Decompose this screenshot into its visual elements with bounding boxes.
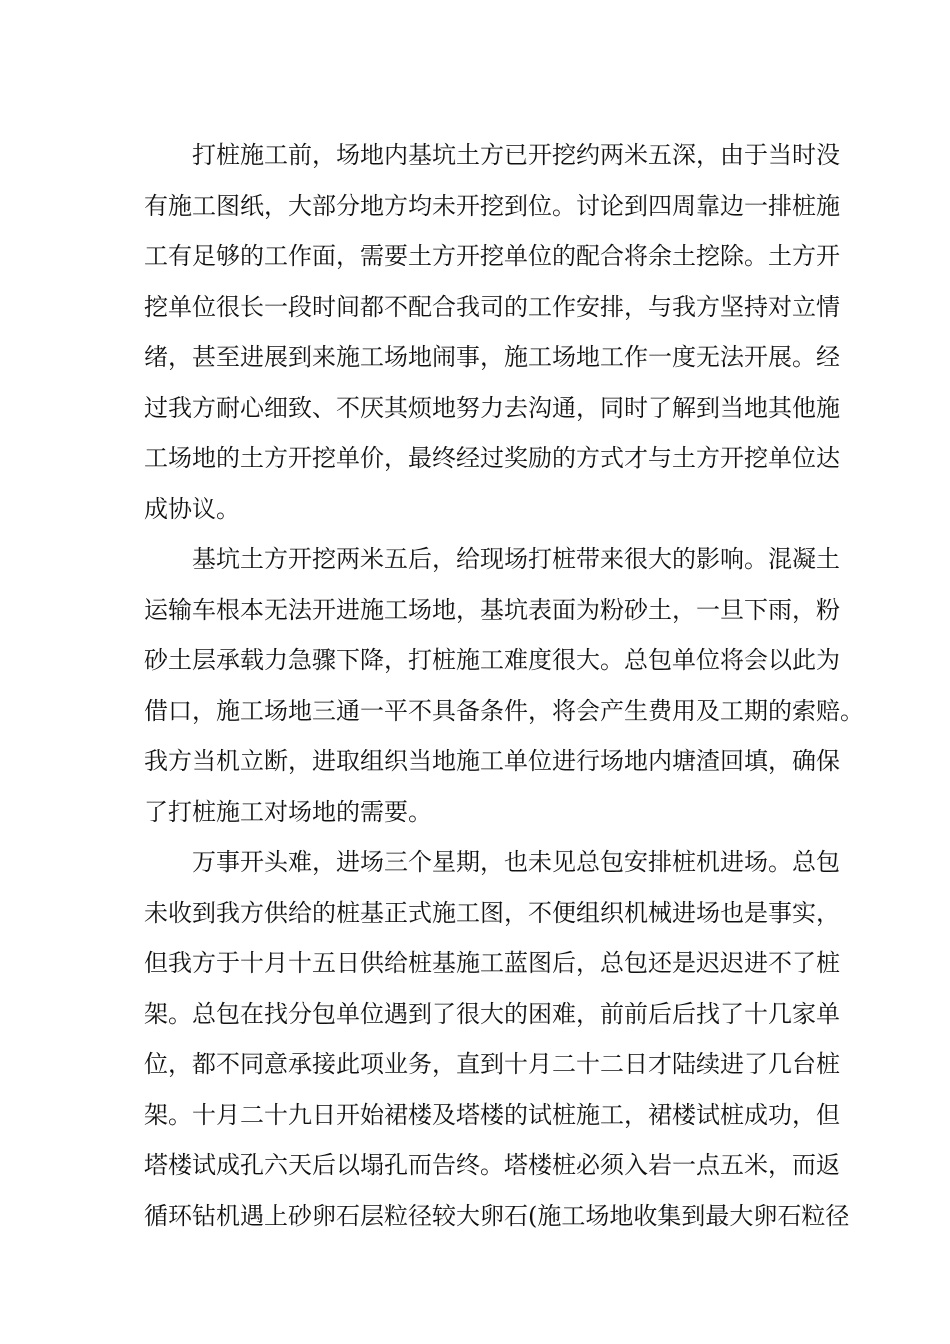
paragraph-line: 砂土层承载力急骤下降，打桩施工难度很大。总包单位将会以此为 [144, 646, 840, 674]
paragraph-line: 有施工图纸，大部分地方均未开挖到位。讨论到四周靠边一排桩施 [144, 191, 840, 220]
paragraph-line: 未收到我方供给的桩基正式施工图，不便组织机械进场也是事实， [144, 898, 840, 927]
paragraph-line: 塔楼试成孔六天后以塌孔而告终。塔楼桩必须入岩一点五米，而返 [144, 1151, 840, 1179]
paragraph-line: 运输车根本无法开进施工场地，基坑表面为粉砂土，一旦下雨，粉 [144, 595, 840, 624]
paragraph-1 [144, 130, 840, 534]
paragraph-line: 基坑土方开挖两米五后，给现场打桩带来很大的影响。混凝土 [192, 545, 840, 573]
document-body [144, 130, 864, 1241]
paragraph-line: 但我方于十月十五日供给桩基施工蓝图后，总包还是迟迟进不了桩 [144, 949, 840, 977]
paragraph-3 [144, 837, 850, 1241]
paragraph-line: 过我方耐心细致、不厌其烦地努力去沟通，同时了解到当地其他施 [144, 393, 840, 422]
paragraph-line: 绪，甚至进展到来施工场地闹事，施工场地工作一度无法开展。经 [144, 343, 840, 371]
paragraph-2 [144, 534, 864, 837]
paragraph-line: 工场地的土方开挖单价，最终经过奖励的方式才与土方开挖单位达 [144, 444, 840, 472]
paragraph-line: 架。总包在找分包单位遇到了很大的困难，前前后后找了十几家单 [144, 999, 840, 1028]
paragraph-line: 借口，施工场地三通一平不具备条件，将会产生费用及工期的索赔。 [144, 696, 864, 725]
paragraph-line: 万事开头难，进场三个星期，也未见总包安排桩机进场。总包 [192, 848, 840, 876]
paragraph-line: 架。十月二十九日开始裙楼及塔楼的试桩施工，裙楼试桩成功，但 [144, 1100, 840, 1129]
paragraph-line: 成协议。 [144, 494, 240, 523]
paragraph-line: 了打桩施工对场地的需要。 [144, 797, 432, 826]
paragraph-line: 打桩施工前，场地内基坑土方已开挖约两米五深，由于当时没 [192, 141, 840, 169]
paragraph-line: 位，都不同意承接此项业务，直到十月二十二日才陆续进了几台桩 [144, 1050, 840, 1078]
paragraph-line: 我方当机立断，进取组织当地施工单位进行场地内塘渣回填，确保 [144, 747, 840, 775]
paragraph-line: 挖单位很长一段时间都不配合我司的工作安排，与我方坚持对立情 [144, 292, 840, 321]
paragraph-line: 工有足够的工作面，需要土方开挖单位的配合将余土挖除。土方开 [144, 242, 840, 270]
paragraph-line: 循环钻机遇上砂卵石层粒径较大卵石(施工场地收集到最大卵石粒径 [144, 1201, 850, 1230]
